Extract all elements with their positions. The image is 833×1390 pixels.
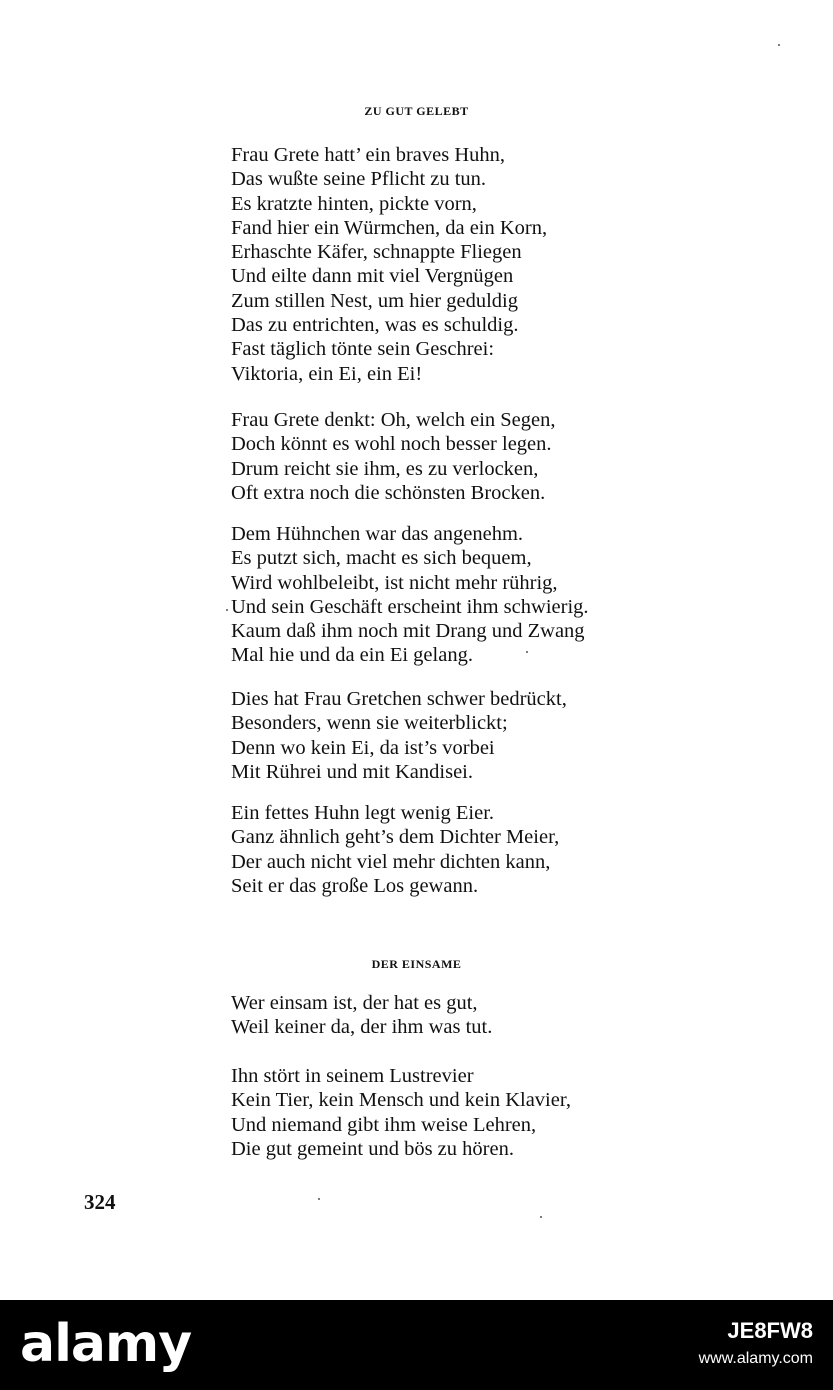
poem-line: Oft extra noch die schönsten Brocken. — [231, 481, 546, 504]
stanza — [231, 1064, 571, 1161]
poem-line: Zum stillen Nest, um hier geduldig — [231, 289, 518, 312]
poem-line: Kaum daß ihm noch mit Drang und Zwang — [231, 620, 585, 643]
poem-line: Weil keiner da, der ihm was tut. — [231, 1016, 493, 1039]
scan-speck — [526, 651, 528, 653]
page-number: 324 — [84, 1190, 116, 1214]
poem-line: Es kratzte hinten, pickte vorn, — [231, 192, 477, 215]
site-url: www.alamy.com — [698, 1350, 813, 1367]
image-id: JE8FW8 — [727, 1318, 813, 1343]
poem-line: Die gut gemeint und bös zu hören. — [231, 1137, 514, 1160]
poem-line: Dem Hühnchen war das angenehm. — [231, 523, 524, 545]
poem-line: Drum reicht sie ihm, es zu verlocken, — [231, 457, 539, 480]
stanza — [231, 143, 547, 386]
poem-line: Doch könnt es wohl noch besser legen. — [231, 433, 552, 456]
stanza — [231, 687, 567, 784]
poem-line: Wird wohlbeleibt, ist nicht mehr rührig, — [231, 571, 558, 594]
poem-line: Und niemand gibt ihm weise Lehren, — [231, 1113, 537, 1136]
scan-speck — [778, 44, 780, 46]
stanza — [231, 408, 556, 505]
poem-line: Wer einsam ist, der hat es gut, — [231, 992, 478, 1014]
poem-line: Es putzt sich, macht es sich bequem, — [231, 547, 532, 570]
poem-line: Dies hat Frau Gretchen schwer bedrückt, — [231, 688, 567, 710]
scan-speck — [318, 1198, 320, 1200]
poem-line: Und sein Geschäft erscheint ihm schwierig. — [231, 595, 589, 618]
poem-line: Frau Grete denkt: Oh, welch ein Segen, — [231, 409, 556, 431]
stanza — [231, 801, 559, 898]
poem-line: Ein fettes Huhn legt wenig Eier. — [231, 802, 495, 824]
scan-speck — [226, 609, 228, 611]
poem-line: Ganz ähnlich geht’s dem Dichter Meier, — [231, 826, 560, 849]
poem-line: Das wußte seine Pflicht zu tun. — [231, 168, 487, 191]
stanza — [231, 991, 492, 1040]
watermark-footer — [0, 1300, 833, 1390]
poem-line: Viktoria, ein Ei, ein Ei! — [231, 362, 423, 385]
poem-line: Fast täglich tönte sein Geschrei: — [231, 338, 495, 361]
poem-title: ZU GUT GELEBT — [364, 104, 469, 118]
poem-line: Fand hier ein Würmchen, da ein Korn, — [231, 216, 548, 239]
poem-line: Kein Tier, kein Mensch und kein Klavier, — [231, 1089, 571, 1112]
poem-line: Das zu entrichten, was es schuldig. — [231, 314, 519, 337]
poem-line: Der auch nicht viel mehr dichten kann, — [231, 850, 551, 873]
poem-line: Mit Rührei und mit Kandisei. — [231, 760, 473, 783]
poem-line: Besonders, wenn sie weiterblickt; — [231, 712, 508, 735]
poem-line: Und eilte dann mit viel Vergnügen — [231, 265, 514, 288]
poem-line: Erhaschte Käfer, schnappte Fliegen — [231, 241, 522, 264]
poem-line: Mal hie und da ein Ei gelang. — [231, 644, 473, 667]
watermark-logo: alamy — [20, 1314, 192, 1374]
poem-line: Denn wo kein Ei, da ist’s vorbei — [231, 736, 495, 759]
poem-line: Frau Grete hatt’ ein braves Huhn, — [231, 144, 505, 166]
poem-line: Seit er das große Los gewann. — [231, 874, 479, 897]
stanza — [231, 522, 589, 668]
poem-title: DER EINSAME — [371, 957, 462, 971]
poem-line: Ihn stört in seinem Lustrevier — [231, 1065, 474, 1087]
scan-speck — [540, 1216, 542, 1218]
